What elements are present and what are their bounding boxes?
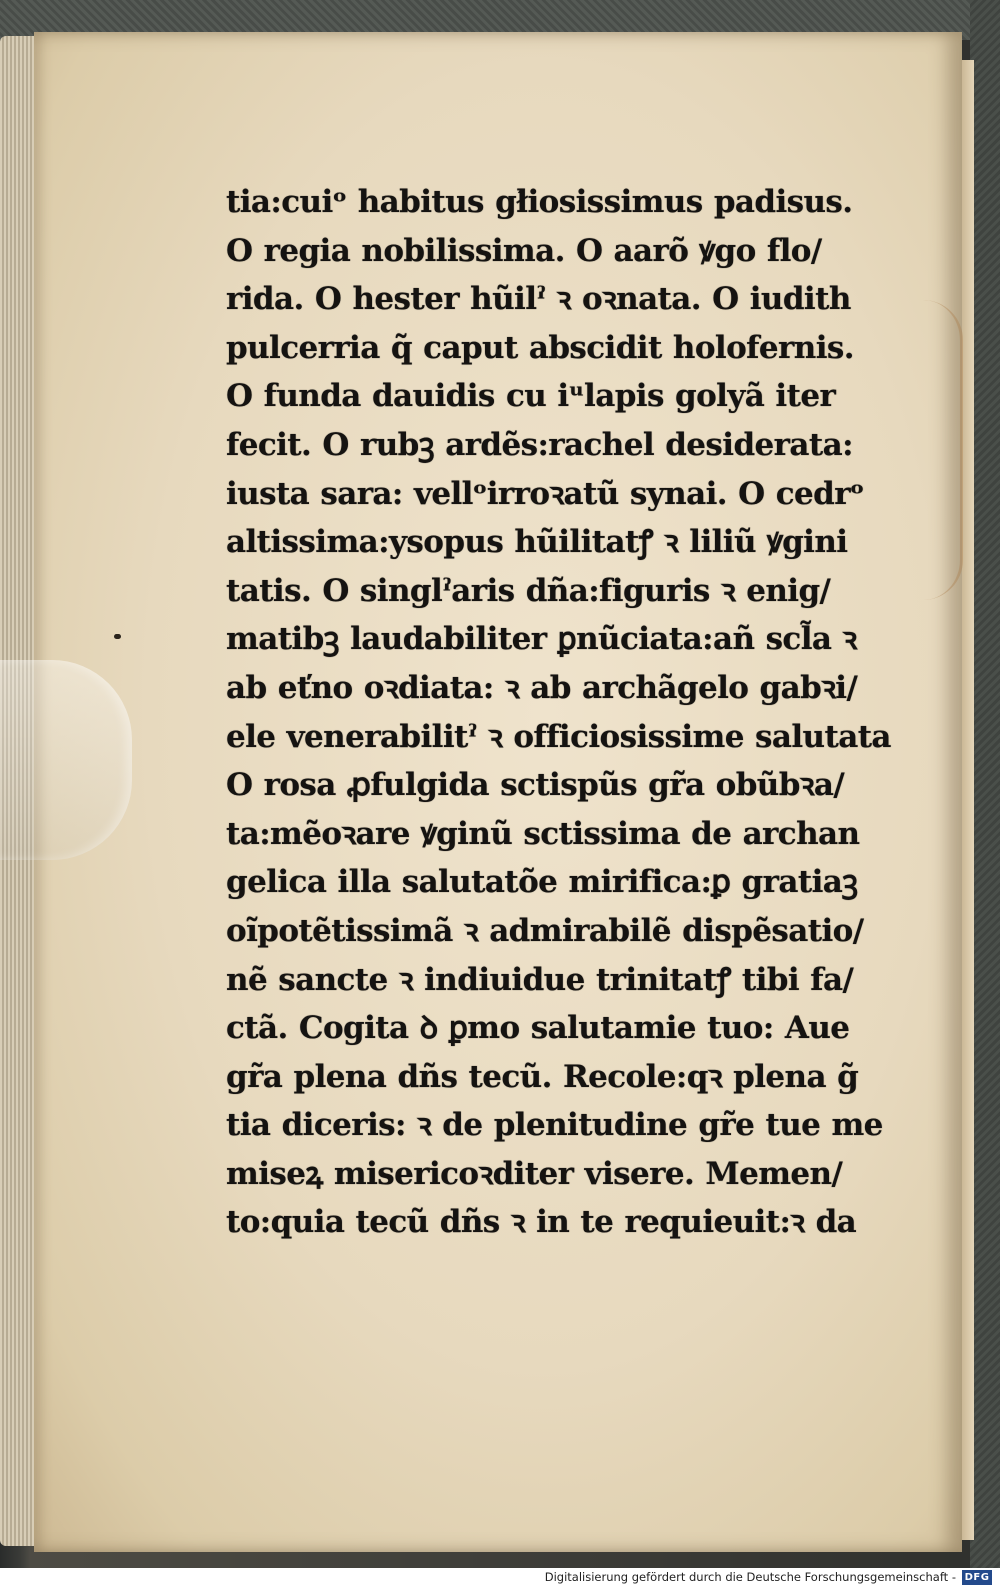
blackletter-text-block: [226, 178, 896, 1247]
text-line: tia:cuiᵒ habitus gł́iosissimus padisus.: [226, 184, 853, 220]
text-line: ctã. Cogita ꝺ ꝑmo salutamie tuo: Aue: [226, 1010, 850, 1047]
text-line: ab eťno oꝛdiata: ꝛ ab archãgelo gabꝛi/: [226, 669, 858, 706]
text-line: iusta sara: vellᵒirroꝛatũ synai. O cedrᵒ: [226, 475, 864, 512]
text-line: pulcerria q̃ caput abscidit holofernis.: [226, 329, 854, 366]
text-line: nẽ sancte ꝛ indiuidue trinitatꝭ tibi fa/: [226, 961, 854, 998]
page-stain: [920, 300, 963, 600]
text-line: rida. O hester hũilˀ ꝛ oꝛnata. O iudith: [226, 281, 851, 318]
facing-page-edge: [962, 60, 974, 1540]
text-line: to:quia tecũ dñs ꝛ in te requieuit:ꝛ da: [226, 1204, 857, 1241]
dfg-logo: DFG: [962, 1570, 992, 1585]
text-line: O rosa ꝓfulgida sctispũs gr̃a obũbꝛa/: [226, 767, 845, 804]
text-line: gr̃a plena dñs tecũ. Recole:qꝛ plena g̃: [226, 1058, 859, 1095]
thumb-tab: [0, 660, 132, 860]
binding-cloth-right: [970, 0, 1000, 1568]
text-line: oĩpotẽtissimã ꝛ admirabilẽ dispẽsatio/: [226, 912, 864, 949]
text-line: tatis. O singlˀaris dña:figuris ꝛ enig/: [226, 572, 831, 609]
text-line: O regia nobilissima. O aarõ ꝟgo flo/: [226, 232, 822, 269]
ink-mark: [114, 634, 121, 639]
text-line: ele venerabilitˀ ꝛ officiosissime salutata: [226, 718, 891, 755]
text-line: miseꝝ misericoꝛditer visere. Memen/: [226, 1155, 843, 1192]
footer-bar: [0, 1568, 1000, 1588]
text-line: gelica illa salutatõe mirifica:ꝑ gratiaꝫ: [226, 864, 858, 901]
text-line: matibꝫ laudabiliter ꝑnũciata:añ scl̃a ꝛ: [226, 621, 857, 658]
text-line: tia diceris: ꝛ de plenitudine gr̃e tue me: [226, 1107, 883, 1144]
text-line: ta:mẽoꝛare ꝟginũ sctissima de archan: [226, 815, 860, 852]
funding-credit: Digitalisierung gefördert durch die Deutsche Forschungsgemeinschaft -: [544, 1570, 956, 1584]
text-line: altissima:ysopus hũilitatꝭ ꝛ liliũ ꝟgini: [226, 524, 848, 561]
text-line: fecit. O rubꝫ ardẽs:rachel desiderata:: [226, 426, 853, 463]
text-line: O funda dauidis cu iᵘlapis golyã iter: [226, 378, 836, 415]
